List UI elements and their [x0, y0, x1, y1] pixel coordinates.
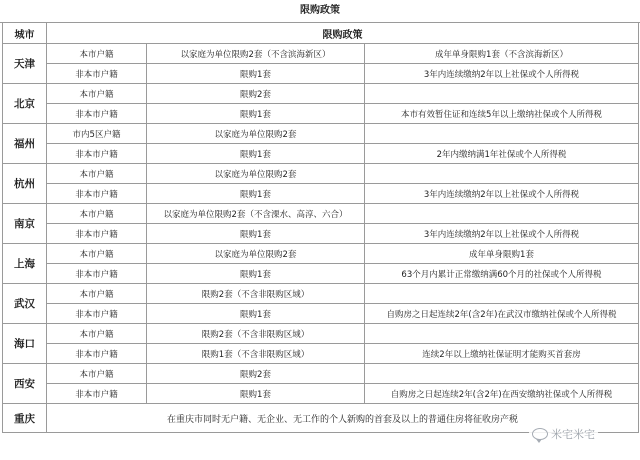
- city-cell: 西安: [3, 364, 47, 404]
- household-type-cell: 非本市户籍: [47, 304, 147, 324]
- table-row: [3, 364, 639, 384]
- condition-cell: 成年单身限购1套: [365, 244, 639, 264]
- city-cell: 海口: [3, 324, 47, 364]
- table-row: [3, 64, 639, 84]
- limit-cell: 限购1套: [147, 304, 365, 324]
- table-row: [3, 304, 639, 324]
- condition-cell: 3年内连续缴纳2年以上社保或个人所得税: [365, 184, 639, 204]
- limit-cell: 以家庭为单位限购2套: [147, 164, 365, 184]
- limit-cell: 以家庭为单位限购2套（不含溧水、高淳、六合）: [147, 204, 365, 224]
- limit-cell: 限购1套: [147, 64, 365, 84]
- household-type-cell: 本市户籍: [47, 204, 147, 224]
- table-row: [3, 224, 639, 244]
- condition-cell: 成年单身限购1套（不含滨海新区）: [365, 44, 639, 64]
- household-type-cell: 本市户籍: [47, 84, 147, 104]
- condition-cell: [365, 204, 639, 224]
- table-row: [3, 204, 639, 224]
- household-type-cell: 本市户籍: [47, 164, 147, 184]
- header-row: [3, 23, 639, 44]
- household-type-cell: 本市户籍: [47, 324, 147, 344]
- limit-cell: 限购2套: [147, 84, 365, 104]
- limit-cell: 限购1套: [147, 104, 365, 124]
- city-cell: 北京: [3, 84, 47, 124]
- table-row: [3, 184, 639, 204]
- condition-cell: 连续2年以上缴纳社保证明才能购买首套房: [365, 344, 639, 364]
- table-row: [3, 344, 639, 364]
- city-cell: 南京: [3, 204, 47, 244]
- table-row: [3, 84, 639, 104]
- condition-cell: 2年内缴纳满1年社保或个人所得税: [365, 144, 639, 164]
- table-row: [3, 164, 639, 184]
- city-cell: 武汉: [3, 284, 47, 324]
- city-cell: 天津: [3, 44, 47, 84]
- household-type-cell: 非本市户籍: [47, 104, 147, 124]
- table-row: [3, 324, 639, 344]
- limit-cell: 限购1套: [147, 144, 365, 164]
- limit-cell: 以家庭为单位限购2套（不含滨海新区）: [147, 44, 365, 64]
- household-type-cell: 非本市户籍: [47, 144, 147, 164]
- page-title: 限购政策: [0, 0, 640, 23]
- table-row: [3, 104, 639, 124]
- table-row: [3, 144, 639, 164]
- limit-cell: 限购2套（不含非限购区域）: [147, 324, 365, 344]
- condition-cell: [365, 324, 639, 344]
- table-row: [3, 264, 639, 284]
- city-cell: 重庆: [3, 404, 47, 433]
- limit-cell: 限购1套: [147, 224, 365, 244]
- condition-cell: [365, 164, 639, 184]
- household-type-cell: 本市户籍: [47, 284, 147, 304]
- condition-cell: 自购房之日起连续2年(含2年)在西安缴纳社保或个人所得税: [365, 384, 639, 404]
- condition-cell: 3年内连续缴纳2年以上社保或个人所得税: [365, 64, 639, 84]
- table-row: [3, 244, 639, 264]
- condition-cell: [365, 124, 639, 144]
- household-type-cell: 非本市户籍: [47, 224, 147, 244]
- household-type-cell: 非本市户籍: [47, 64, 147, 84]
- household-type-cell: 本市户籍: [47, 364, 147, 384]
- condition-cell: [365, 84, 639, 104]
- limit-cell: 以家庭为单位限购2套: [147, 124, 365, 144]
- city-cell: 上海: [3, 244, 47, 284]
- chat-bubble-icon: [532, 428, 548, 440]
- limit-cell: 限购1套（不含非限购区域）: [147, 344, 365, 364]
- household-type-cell: 非本市户籍: [47, 384, 147, 404]
- household-type-cell: 本市户籍: [47, 244, 147, 264]
- condition-cell: 3年内连续缴纳2年以上社保或个人所得税: [365, 224, 639, 244]
- limit-cell: 限购1套: [147, 264, 365, 284]
- limit-cell: 限购2套（不含非限购区域）: [147, 284, 365, 304]
- city-cell: 福州: [3, 124, 47, 164]
- table-row: [3, 384, 639, 404]
- limit-cell: 限购1套: [147, 184, 365, 204]
- table-row: [3, 44, 639, 64]
- policy-table: [2, 22, 639, 433]
- household-type-cell: 非本市户籍: [47, 184, 147, 204]
- household-type-cell: 本市户籍: [47, 44, 147, 64]
- limit-cell: 以家庭为单位限购2套: [147, 244, 365, 264]
- watermark-text: 米宅米宅: [551, 428, 595, 441]
- watermark: [529, 426, 598, 442]
- condition-cell: [365, 364, 639, 384]
- household-type-cell: 非本市户籍: [47, 264, 147, 284]
- household-type-cell: 非本市户籍: [47, 344, 147, 364]
- header-city: 城市: [3, 23, 47, 44]
- table-row: [3, 124, 639, 144]
- condition-cell: 63个月内累计正常缴纳满60个月的社保或个人所得税: [365, 264, 639, 284]
- condition-cell: 本市有效暂住证和连续5年以上缴纳社保或个人所得税: [365, 104, 639, 124]
- header-policy: 限购政策: [47, 23, 639, 44]
- condition-cell: [365, 284, 639, 304]
- limit-cell: 限购2套: [147, 364, 365, 384]
- condition-cell: 自购房之日起连续2年(含2年)在武汉市缴纳社保或个人所得税: [365, 304, 639, 324]
- household-type-cell: 市内5区户籍: [47, 124, 147, 144]
- table-row: [3, 284, 639, 304]
- policy-note-cell: 在重庆市同时无户籍、无企业、无工作的个人新购的首套及以上的普通住房将征收房产税: [47, 404, 639, 433]
- city-cell: 杭州: [3, 164, 47, 204]
- limit-cell: 限购1套: [147, 384, 365, 404]
